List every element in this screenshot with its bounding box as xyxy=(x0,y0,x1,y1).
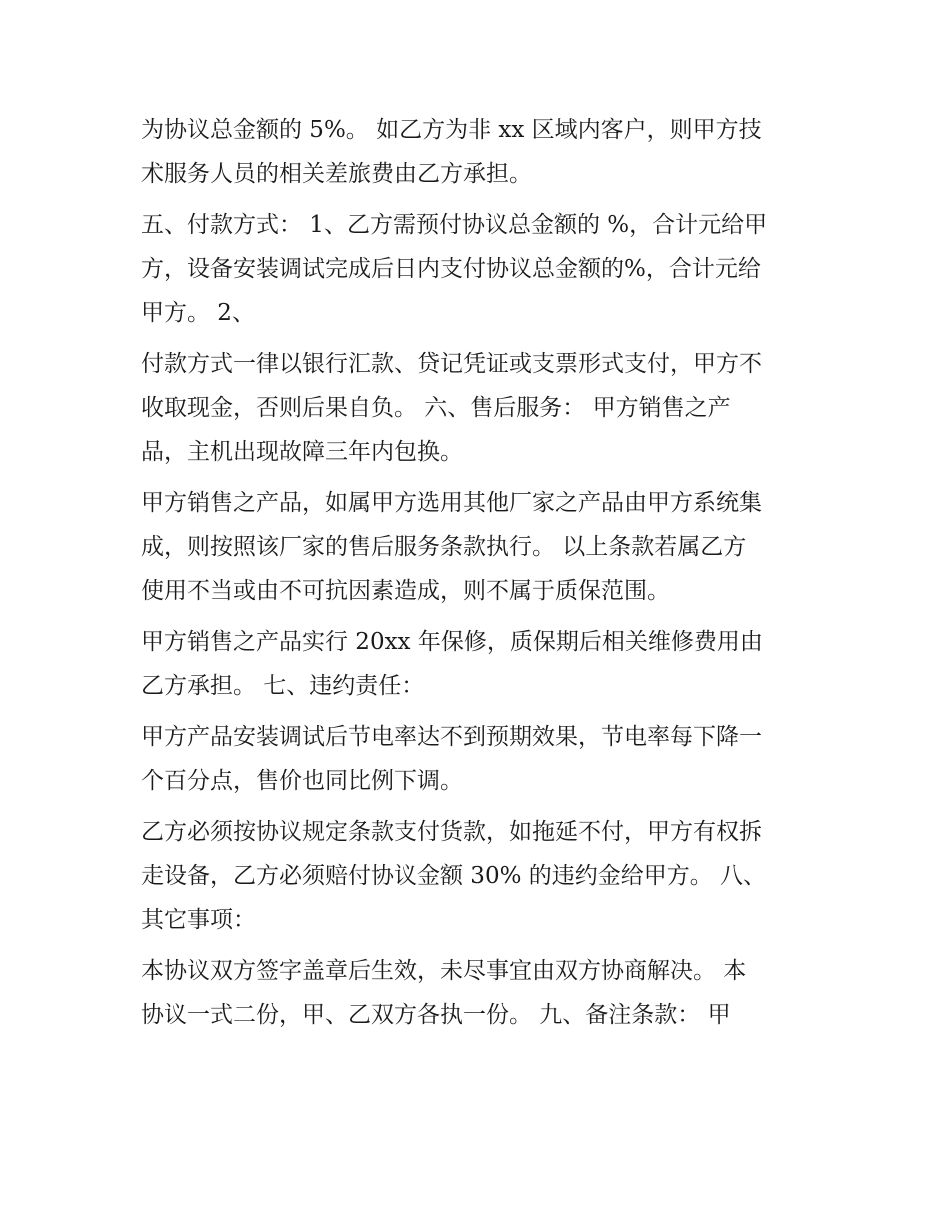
text-line: 协议一式二份，甲、乙双方各执一份。 九、备注条款： 甲 xyxy=(141,1002,731,1028)
text-line: 方，设备安装调试完成后日内支付协议总金额的%，合计元给 xyxy=(141,256,761,282)
text-line: 品，主机出现故障三年内包换。 xyxy=(141,439,463,465)
text-line: 成，则按照该厂家的售后服务条款执行。 以上条款若属乙方 xyxy=(141,534,747,560)
text-line: 个百分点，售价也同比例下调。 xyxy=(141,768,463,794)
text-line: 本协议双方签字盖章后生效，未尽事宜由双方协商解决。 本 xyxy=(141,958,747,984)
text-line: 为协议总金额的 5%。 如乙方为非 xx 区域内客户，则甲方技 xyxy=(141,117,762,143)
text-line: 乙方承担。 七、违约责任： xyxy=(141,673,425,699)
text-line: 五、付款方式： 1、乙方需预付协议总金额的 %，合计元给甲 xyxy=(141,212,768,238)
text-line: 其它事项： xyxy=(141,907,256,933)
text-line: 收取现金，否则后果自负。 六、售后服务： 甲方销售之产 xyxy=(141,395,731,421)
text-line: 术服务人员的相关差旅费由乙方承担。 xyxy=(141,161,532,187)
text-line: 甲方销售之产品实行 20xx 年保修，质保期后相关维修费用由 xyxy=(141,629,763,655)
text-line: 甲方。 2、 xyxy=(141,300,255,326)
text-line: 走设备，乙方必须赔付协议金额 30% 的违约金给甲方。 八、 xyxy=(141,863,767,889)
contract-body-text xyxy=(141,108,821,1037)
text-line: 甲方销售之产品，如属甲方选用其他厂家之产品由甲方系统集 xyxy=(141,490,762,516)
text-line: 甲方产品安装调试后节电率达不到预期效果，节电率每下降一 xyxy=(141,724,762,750)
text-line: 使用不当或由不可抗因素造成，则不属于质保范围。 xyxy=(141,578,670,604)
text-line: 乙方必须按协议规定条款支付货款，如拖延不付，甲方有权拆 xyxy=(141,819,762,845)
text-line: 付款方式一律以银行汇款、贷记凭证或支票形式支付，甲方不 xyxy=(141,351,762,377)
